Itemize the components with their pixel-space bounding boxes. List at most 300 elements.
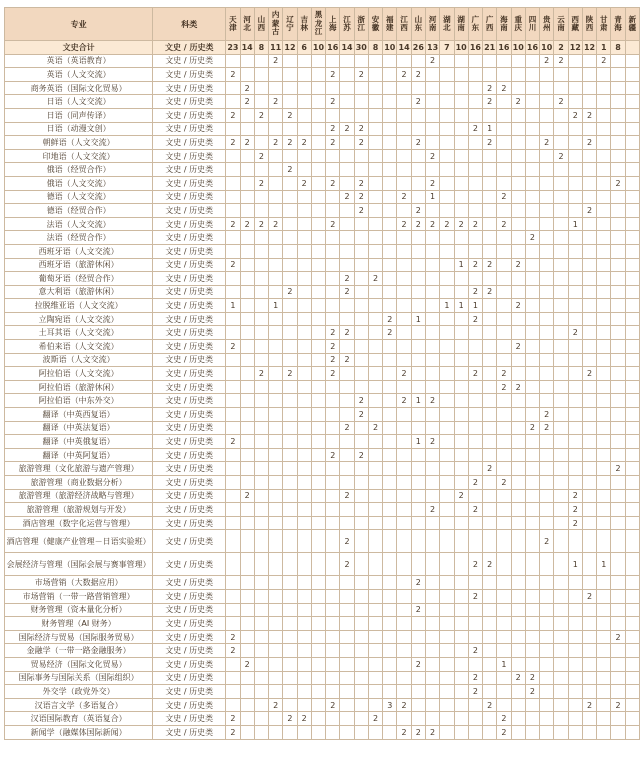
quota-cell bbox=[226, 476, 240, 490]
quota-cell bbox=[226, 272, 240, 286]
major-cell: 希伯来语（人文交流） bbox=[5, 340, 153, 354]
quota-cell bbox=[297, 462, 311, 476]
quota-cell bbox=[326, 630, 340, 644]
quota-cell bbox=[597, 657, 611, 671]
quota-cell: 2 bbox=[611, 698, 625, 712]
quota-cell bbox=[326, 408, 340, 422]
quota-cell bbox=[254, 258, 268, 272]
major-cell: 旅游管理（旅游规划与开发） bbox=[5, 503, 153, 517]
quota-cell bbox=[425, 630, 439, 644]
quota-cell bbox=[440, 603, 454, 617]
quota-cell bbox=[511, 448, 525, 462]
quota-cell: 2 bbox=[497, 217, 511, 231]
table-row bbox=[5, 353, 640, 367]
quota-cell: 12 bbox=[582, 41, 596, 55]
quota-cell bbox=[226, 163, 240, 177]
quota-cell bbox=[582, 408, 596, 422]
quota-cell bbox=[425, 244, 439, 258]
header-province: 广东 bbox=[468, 8, 482, 41]
quota-cell bbox=[525, 367, 539, 381]
quota-cell bbox=[511, 553, 525, 576]
major-cell: 财务管理（资本量化分析） bbox=[5, 603, 153, 617]
quota-cell bbox=[440, 81, 454, 95]
quota-cell bbox=[582, 657, 596, 671]
quota-cell bbox=[611, 68, 625, 82]
quota-cell bbox=[625, 190, 639, 204]
quota-cell bbox=[511, 394, 525, 408]
quota-cell bbox=[269, 589, 283, 603]
quota-cell bbox=[254, 122, 268, 136]
quota-cell bbox=[297, 685, 311, 699]
quota-cell bbox=[340, 630, 354, 644]
quota-cell: 2 bbox=[240, 217, 254, 231]
quota-cell bbox=[254, 340, 268, 354]
quota-cell bbox=[354, 272, 368, 286]
quota-cell bbox=[625, 671, 639, 685]
quota-cell bbox=[283, 353, 297, 367]
quota-cell bbox=[440, 530, 454, 553]
quota-cell: 2 bbox=[483, 553, 497, 576]
quota-cell bbox=[283, 435, 297, 449]
quota-cell bbox=[582, 340, 596, 354]
quota-cell: 2 bbox=[340, 285, 354, 299]
header-province: 山东 bbox=[411, 8, 425, 41]
quota-cell bbox=[368, 353, 382, 367]
quota-cell: 2 bbox=[269, 54, 283, 68]
quota-cell bbox=[411, 448, 425, 462]
quota-cell bbox=[240, 54, 254, 68]
quota-cell bbox=[483, 725, 497, 739]
quota-cell bbox=[240, 204, 254, 218]
quota-cell bbox=[611, 190, 625, 204]
category-cell: 文史 / 历史类 bbox=[153, 231, 226, 245]
quota-cell: 2 bbox=[326, 448, 340, 462]
quota-cell bbox=[254, 285, 268, 299]
quota-cell bbox=[283, 503, 297, 517]
quota-cell: 16 bbox=[326, 41, 340, 55]
quota-cell bbox=[368, 589, 382, 603]
quota-cell bbox=[468, 421, 482, 435]
category-cell: 文史 / 历史类 bbox=[153, 190, 226, 204]
quota-cell bbox=[297, 285, 311, 299]
quota-cell bbox=[354, 712, 368, 726]
quota-cell bbox=[554, 244, 568, 258]
quota-cell bbox=[540, 163, 554, 177]
quota-cell: 7 bbox=[440, 41, 454, 55]
quota-cell: 2 bbox=[269, 95, 283, 109]
quota-cell bbox=[597, 516, 611, 530]
quota-cell bbox=[568, 204, 582, 218]
quota-cell bbox=[354, 657, 368, 671]
quota-cell: 2 bbox=[326, 122, 340, 136]
quota-cell bbox=[483, 657, 497, 671]
quota-cell bbox=[326, 576, 340, 590]
quota-cell bbox=[383, 657, 397, 671]
quota-cell bbox=[254, 657, 268, 671]
quota-cell bbox=[511, 217, 525, 231]
quota-cell bbox=[568, 462, 582, 476]
quota-cell bbox=[525, 489, 539, 503]
quota-cell bbox=[354, 367, 368, 381]
quota-cell bbox=[525, 462, 539, 476]
quota-cell bbox=[454, 326, 468, 340]
quota-cell bbox=[297, 630, 311, 644]
quota-cell bbox=[554, 725, 568, 739]
quota-cell bbox=[454, 617, 468, 631]
quota-cell bbox=[383, 299, 397, 313]
quota-cell bbox=[311, 258, 325, 272]
quota-cell bbox=[397, 176, 411, 190]
quota-cell bbox=[568, 95, 582, 109]
quota-cell bbox=[297, 530, 311, 553]
quota-cell bbox=[254, 394, 268, 408]
quota-cell: 2 bbox=[497, 190, 511, 204]
quota-cell bbox=[254, 516, 268, 530]
quota-cell bbox=[425, 204, 439, 218]
category-cell: 文史 / 历史类 bbox=[153, 630, 226, 644]
quota-cell: 2 bbox=[425, 435, 439, 449]
table-row bbox=[5, 630, 640, 644]
quota-cell bbox=[525, 122, 539, 136]
quota-cell: 2 bbox=[340, 326, 354, 340]
quota-cell bbox=[625, 244, 639, 258]
quota-cell bbox=[383, 553, 397, 576]
quota-cell bbox=[326, 312, 340, 326]
category-cell: 文史 / 历史类 bbox=[153, 176, 226, 190]
quota-cell bbox=[568, 68, 582, 82]
quota-cell bbox=[283, 462, 297, 476]
quota-cell bbox=[269, 489, 283, 503]
quota-cell: 1 bbox=[568, 553, 582, 576]
quota-cell: 1 bbox=[269, 299, 283, 313]
quota-cell bbox=[483, 340, 497, 354]
quota-cell bbox=[611, 421, 625, 435]
quota-cell bbox=[440, 163, 454, 177]
quota-cell bbox=[297, 644, 311, 658]
quota-cell: 2 bbox=[240, 136, 254, 150]
quota-cell bbox=[568, 685, 582, 699]
quota-cell bbox=[440, 630, 454, 644]
quota-cell bbox=[625, 630, 639, 644]
quota-cell: 2 bbox=[383, 326, 397, 340]
quota-cell: 2 bbox=[269, 217, 283, 231]
quota-cell bbox=[326, 712, 340, 726]
quota-cell bbox=[611, 163, 625, 177]
quota-cell: 2 bbox=[425, 217, 439, 231]
quota-cell bbox=[425, 617, 439, 631]
quota-cell bbox=[497, 149, 511, 163]
quota-cell bbox=[240, 712, 254, 726]
quota-cell bbox=[525, 68, 539, 82]
quota-cell bbox=[582, 448, 596, 462]
quota-cell: 2 bbox=[340, 353, 354, 367]
quota-cell bbox=[511, 149, 525, 163]
quota-cell bbox=[354, 617, 368, 631]
quota-cell bbox=[383, 163, 397, 177]
quota-cell bbox=[468, 81, 482, 95]
quota-cell: 2 bbox=[397, 394, 411, 408]
quota-cell bbox=[497, 589, 511, 603]
quota-cell bbox=[468, 190, 482, 204]
quota-cell bbox=[240, 630, 254, 644]
quota-cell bbox=[226, 81, 240, 95]
quota-cell: 2 bbox=[326, 217, 340, 231]
quota-cell bbox=[340, 589, 354, 603]
quota-cell bbox=[368, 326, 382, 340]
quota-cell bbox=[340, 476, 354, 490]
quota-cell bbox=[269, 163, 283, 177]
quota-cell bbox=[283, 217, 297, 231]
quota-cell bbox=[625, 81, 639, 95]
quota-cell bbox=[240, 176, 254, 190]
quota-cell bbox=[240, 353, 254, 367]
quota-cell bbox=[354, 698, 368, 712]
quota-cell bbox=[497, 54, 511, 68]
quota-cell bbox=[497, 108, 511, 122]
quota-cell bbox=[468, 408, 482, 422]
major-cell: 俄语（经贸合作） bbox=[5, 163, 153, 177]
quota-cell bbox=[311, 54, 325, 68]
quota-cell bbox=[311, 285, 325, 299]
quota-cell bbox=[254, 244, 268, 258]
quota-cell bbox=[568, 476, 582, 490]
quota-cell bbox=[368, 190, 382, 204]
quota-cell bbox=[611, 326, 625, 340]
quota-cell bbox=[254, 530, 268, 553]
quota-cell bbox=[397, 136, 411, 150]
category-cell: 文史 / 历史类 bbox=[153, 462, 226, 476]
quota-cell bbox=[540, 448, 554, 462]
quota-cell bbox=[454, 671, 468, 685]
quota-cell bbox=[497, 163, 511, 177]
quota-cell bbox=[297, 190, 311, 204]
quota-cell bbox=[226, 685, 240, 699]
quota-cell bbox=[497, 530, 511, 553]
quota-cell bbox=[540, 122, 554, 136]
quota-cell bbox=[454, 176, 468, 190]
quota-cell bbox=[440, 258, 454, 272]
table-row bbox=[5, 448, 640, 462]
quota-cell bbox=[497, 489, 511, 503]
header-province: 吉林 bbox=[297, 8, 311, 41]
quota-cell bbox=[454, 408, 468, 422]
category-cell: 文史 / 历史类 bbox=[153, 272, 226, 286]
quota-cell bbox=[468, 530, 482, 553]
quota-cell bbox=[368, 685, 382, 699]
quota-cell bbox=[226, 553, 240, 576]
quota-cell bbox=[397, 603, 411, 617]
quota-cell: 2 bbox=[425, 725, 439, 739]
quota-cell bbox=[425, 657, 439, 671]
quota-cell bbox=[269, 503, 283, 517]
quota-cell bbox=[611, 394, 625, 408]
quota-cell bbox=[354, 380, 368, 394]
quota-cell: 2 bbox=[468, 312, 482, 326]
category-cell: 文史 / 历史类 bbox=[153, 530, 226, 553]
quota-cell: 2 bbox=[611, 462, 625, 476]
table-row bbox=[5, 68, 640, 82]
quota-cell bbox=[582, 516, 596, 530]
major-cell: 文史合计 bbox=[5, 41, 153, 55]
quota-cell bbox=[297, 657, 311, 671]
quota-cell bbox=[311, 149, 325, 163]
quota-cell bbox=[269, 448, 283, 462]
table-row bbox=[5, 231, 640, 245]
quota-cell bbox=[483, 190, 497, 204]
quota-cell bbox=[582, 231, 596, 245]
quota-cell bbox=[425, 685, 439, 699]
quota-cell bbox=[254, 617, 268, 631]
quota-cell bbox=[368, 108, 382, 122]
quota-cell bbox=[597, 367, 611, 381]
quota-cell bbox=[440, 108, 454, 122]
quota-cell bbox=[397, 380, 411, 394]
quota-cell: 2 bbox=[454, 489, 468, 503]
quota-cell bbox=[597, 231, 611, 245]
quota-cell bbox=[554, 163, 568, 177]
quota-cell bbox=[297, 671, 311, 685]
total-row bbox=[5, 41, 640, 55]
quota-cell bbox=[240, 326, 254, 340]
quota-cell bbox=[269, 476, 283, 490]
header-province: 甘肃 bbox=[597, 8, 611, 41]
quota-cell bbox=[582, 462, 596, 476]
quota-cell: 2 bbox=[226, 136, 240, 150]
quota-cell bbox=[554, 553, 568, 576]
quota-cell bbox=[597, 204, 611, 218]
quota-cell bbox=[383, 380, 397, 394]
quota-cell bbox=[368, 657, 382, 671]
quota-cell bbox=[354, 244, 368, 258]
major-cell: 金融学（一带一路金融服务） bbox=[5, 644, 153, 658]
quota-cell bbox=[368, 231, 382, 245]
quota-cell bbox=[311, 448, 325, 462]
quota-cell: 2 bbox=[240, 81, 254, 95]
quota-cell bbox=[483, 244, 497, 258]
quota-cell bbox=[226, 489, 240, 503]
quota-cell: 2 bbox=[554, 54, 568, 68]
quota-cell bbox=[454, 685, 468, 699]
quota-cell bbox=[368, 244, 382, 258]
quota-cell bbox=[283, 489, 297, 503]
quota-cell bbox=[226, 462, 240, 476]
quota-cell bbox=[454, 312, 468, 326]
header-province: 天津 bbox=[226, 8, 240, 41]
quota-cell: 2 bbox=[468, 671, 482, 685]
quota-cell bbox=[383, 589, 397, 603]
quota-cell bbox=[297, 589, 311, 603]
quota-cell bbox=[254, 272, 268, 286]
quota-cell: 1 bbox=[454, 258, 468, 272]
quota-cell bbox=[582, 122, 596, 136]
quota-cell: 2 bbox=[497, 712, 511, 726]
quota-cell bbox=[511, 685, 525, 699]
quota-cell: 2 bbox=[525, 421, 539, 435]
quota-cell bbox=[554, 176, 568, 190]
quota-cell: 10 bbox=[383, 41, 397, 55]
quota-cell bbox=[582, 326, 596, 340]
quota-cell: 14 bbox=[340, 41, 354, 55]
quota-cell bbox=[269, 108, 283, 122]
quota-cell bbox=[511, 576, 525, 590]
quota-cell: 2 bbox=[554, 149, 568, 163]
quota-cell bbox=[383, 217, 397, 231]
quota-cell bbox=[311, 530, 325, 553]
quota-cell: 23 bbox=[226, 41, 240, 55]
quota-cell bbox=[311, 408, 325, 422]
quota-cell: 2 bbox=[397, 367, 411, 381]
quota-cell bbox=[326, 380, 340, 394]
quota-cell bbox=[497, 244, 511, 258]
quota-cell bbox=[368, 503, 382, 517]
quota-cell bbox=[240, 163, 254, 177]
quota-cell bbox=[326, 671, 340, 685]
quota-cell bbox=[383, 108, 397, 122]
category-cell: 文史 / 历史类 bbox=[153, 258, 226, 272]
quota-cell bbox=[226, 54, 240, 68]
quota-cell bbox=[554, 644, 568, 658]
quota-cell bbox=[269, 312, 283, 326]
quota-cell: 2 bbox=[582, 136, 596, 150]
quota-cell bbox=[397, 516, 411, 530]
quota-cell bbox=[540, 190, 554, 204]
quota-cell bbox=[226, 589, 240, 603]
quota-cell bbox=[254, 95, 268, 109]
quota-cell bbox=[554, 326, 568, 340]
quota-cell: 2 bbox=[568, 326, 582, 340]
quota-cell bbox=[354, 630, 368, 644]
quota-cell bbox=[297, 217, 311, 231]
quota-cell bbox=[440, 190, 454, 204]
quota-cell bbox=[383, 725, 397, 739]
quota-cell bbox=[540, 340, 554, 354]
quota-cell bbox=[582, 217, 596, 231]
quota-cell bbox=[597, 190, 611, 204]
quota-cell bbox=[525, 576, 539, 590]
quota-cell bbox=[625, 408, 639, 422]
quota-cell bbox=[497, 698, 511, 712]
quota-cell bbox=[269, 576, 283, 590]
quota-cell bbox=[368, 312, 382, 326]
quota-cell bbox=[240, 421, 254, 435]
quota-cell bbox=[425, 589, 439, 603]
quota-cell bbox=[397, 685, 411, 699]
quota-cell bbox=[254, 448, 268, 462]
quota-cell: 2 bbox=[540, 408, 554, 422]
quota-cell bbox=[269, 149, 283, 163]
quota-cell bbox=[397, 353, 411, 367]
quota-cell bbox=[582, 394, 596, 408]
quota-cell bbox=[340, 95, 354, 109]
quota-cell bbox=[354, 108, 368, 122]
quota-cell bbox=[554, 462, 568, 476]
quota-cell bbox=[497, 603, 511, 617]
quota-cell: 1 bbox=[597, 41, 611, 55]
quota-cell bbox=[568, 380, 582, 394]
quota-cell: 2 bbox=[354, 136, 368, 150]
quota-cell: 2 bbox=[397, 698, 411, 712]
quota-cell bbox=[582, 353, 596, 367]
quota-cell bbox=[226, 149, 240, 163]
quota-cell bbox=[368, 380, 382, 394]
quota-cell bbox=[597, 576, 611, 590]
quota-cell bbox=[440, 367, 454, 381]
quota-cell bbox=[568, 258, 582, 272]
quota-cell bbox=[254, 380, 268, 394]
quota-cell bbox=[240, 312, 254, 326]
quota-cell bbox=[240, 448, 254, 462]
quota-cell bbox=[525, 530, 539, 553]
